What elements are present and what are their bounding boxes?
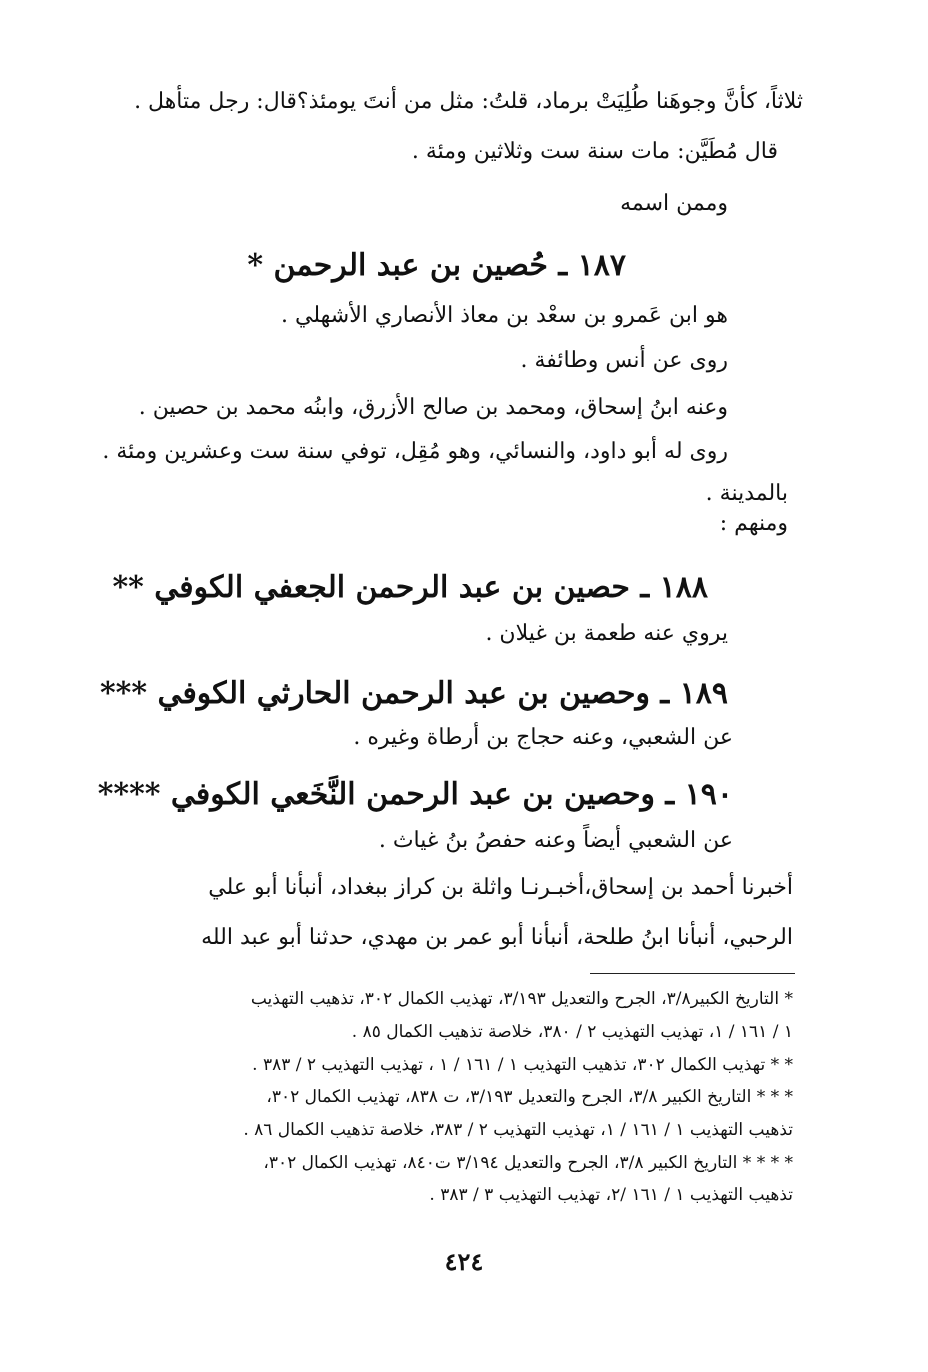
text-line: الرحبي، أنبأنا ابنُ طلحة، أنبأنا أبو عمر بن مهدي، حدثنا أبو عبد الله xyxy=(201,925,793,950)
footnote-line: تذهيب التهذيب ١ / ١٦١ / ١، تهذيب التهذيب ٢ / ٣٨٣، خلاصة تذهيب الكمال ٨٦ . xyxy=(243,1120,793,1140)
footnote-line: * * * * التاريخ الكبير ٣/٨، الجرح والتعديل ٣/١٩٤ ت٨٤٠، تهذيب الكمال ٣٠٢، xyxy=(263,1153,793,1173)
footnote-line: * * تهذيب الكمال ٣٠٢، تذهيب التهذيب ١ / ١٦١ / ١ ، تهذيب التهذيب ٢ / ٣٨٣ . xyxy=(252,1055,793,1075)
text-line: ومنهم : xyxy=(719,511,788,536)
text-line: روى له أبو داود، والنسائي، وهو مُقِل، توفي سنة ست وعشرين ومئة . xyxy=(102,439,728,464)
page-number: ٤٢٤ xyxy=(444,1247,484,1276)
text-line: عن الشعبي، وعنه حجاج بن أرطاة وغيره . xyxy=(353,725,733,750)
text-line: وممن اسمه xyxy=(620,191,728,216)
text-line: عن الشعبي أيضاً وعنه حفصُ بنُ غياث . xyxy=(378,828,733,853)
text-line: أخبرنا أحمد بن إسحاق،أخبـرنـا واثلة بن كراز ببغداد، أنبأنا أبو علي xyxy=(208,875,793,900)
entry-187-heading: ١٨٧ ـ حُصين بن عبد الرحمن * xyxy=(247,248,626,283)
entry-190-heading: ١٩٠ ـ وحصين بن عبد الرحمن النَّخَعي الكوفي **** xyxy=(97,777,733,812)
text-line: بالمدينة . xyxy=(705,481,788,506)
entry-189-heading: ١٨٩ ـ وحصين بن عبد الرحمن الحارثي الكوفي *** xyxy=(99,676,728,711)
footnote-line: * * * التاريخ الكبير ٣/٨، الجرح والتعديل ٣/١٩٣، ت ٨٣٨، تهذيب الكمال ٣٠٢، xyxy=(266,1087,793,1107)
text-line: وعنه ابنُ إسحاق، ومحمد بن صالح الأزرق، وابنُه محمد بن حصين . xyxy=(138,395,728,420)
footnote-divider xyxy=(590,973,795,974)
entry-188-heading: ١٨٨ ـ حصين بن عبد الرحمن الجعفي الكوفي ** xyxy=(112,570,708,605)
text-line: قال مُطَيَّن: مات سنة ست وثلاثين ومئة . xyxy=(411,139,778,164)
text-line: يروي عنه طعمة بن غيلان . xyxy=(485,621,728,646)
footnote-line: * التاريخ الكبير٣/٨، الجرح والتعديل ٣/١٩٣، تهذيب الكمال ٣٠٢، تذهيب التهذيب xyxy=(250,989,793,1009)
footnote-line: ١ / ١٦١ / ١، تهذيب التهذيب ٢ / ٣٨٠، خلاصة تذهيب الكمال ٨٥ . xyxy=(351,1022,793,1042)
text-line: هو ابن عَمرو بن سعْد بن معاذ الأنصاري الأشهلي . xyxy=(281,303,728,328)
footnote-line: تذهيب التهذيب ١ / ١٦١ /٢، تهذيب التهذيب ٣ / ٣٨٣ . xyxy=(429,1185,793,1205)
text-line: روى عن أنس وطائفة . xyxy=(520,348,728,373)
text-line: ثلاثاً، كأنَّ وجوهَنا طُلِيَتْ برماد، قلتُ: مثل من أنتَ يومئذ؟قال: رجل متأهل . xyxy=(134,89,803,114)
